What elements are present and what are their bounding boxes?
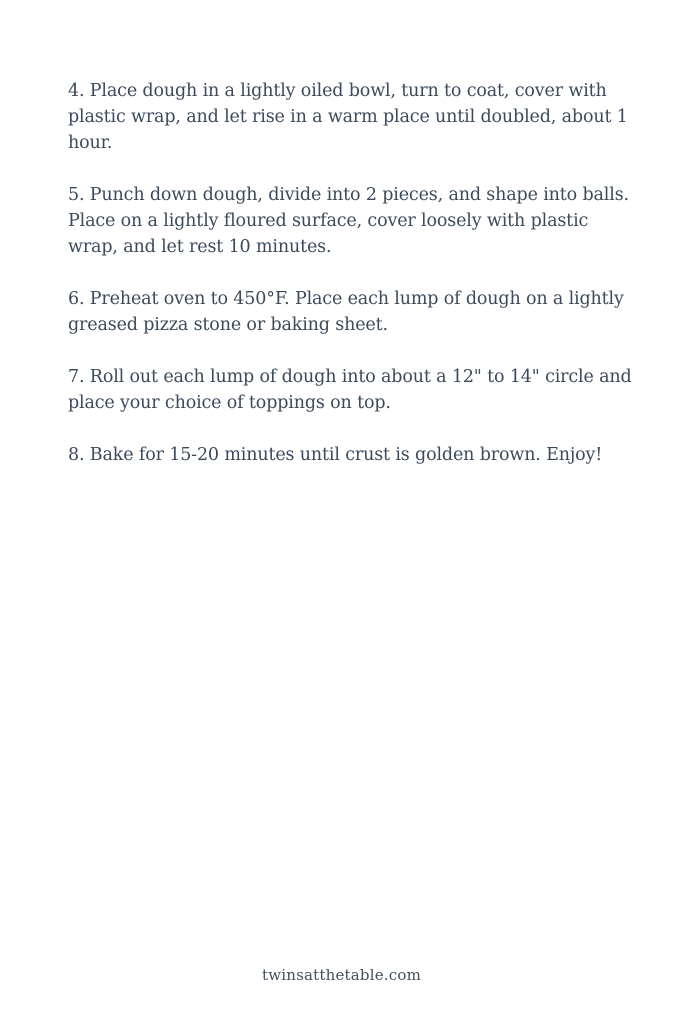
recipe-step-8: 8. Bake for 15-20 minutes until crust is golden brown. Enjoy! [68, 445, 603, 465]
recipe-step-7: 7. Roll out each lump of dough into about a 12" to 14" circle and place your choice of toppings on top. [68, 367, 632, 413]
recipe-step-5: 5. Punch down dough, divide into 2 pieces, and shape into balls. Place on a lightly floured surface, cover loosely with plastic wrap, and let rest 10 minutes. [68, 185, 629, 257]
recipe-steps [68, 78, 638, 494]
recipe-step-4: 4. Place dough in a lightly oiled bowl, turn to coat, cover with plastic wrap, and let rise in a warm place until doubled, about 1 hour. [68, 81, 628, 153]
recipe-step-6: 6. Preheat oven to 450°F. Place each lump of dough on a lightly greased pizza stone or baking sheet. [68, 289, 624, 335]
footer-site-name: twinsatthetable.com [261, 966, 422, 984]
